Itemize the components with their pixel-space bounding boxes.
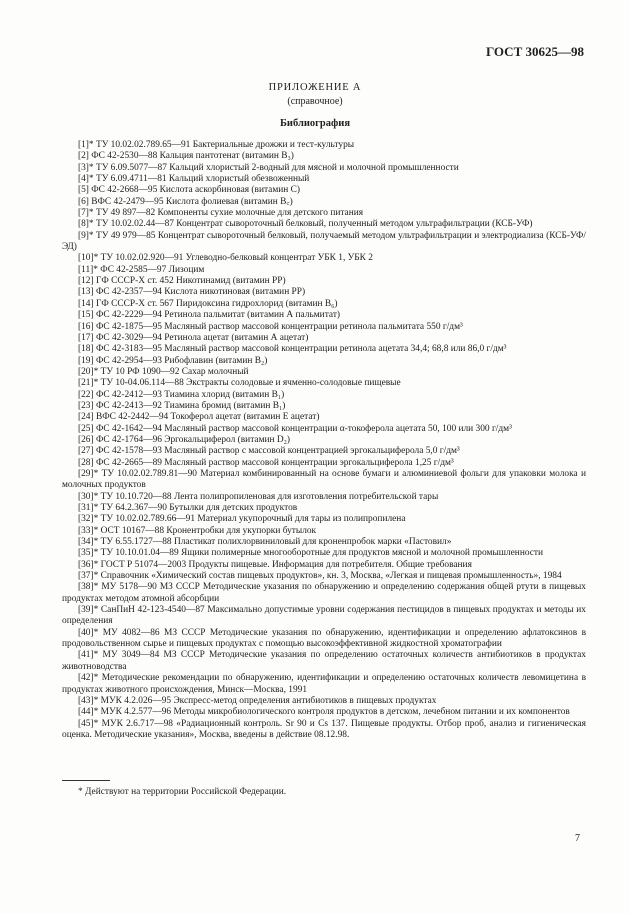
bibliography-entry: [10]* ТУ 10.02.02.920—91 Углеводно-белковый концентрат УБК 1, УБК 2 [78,253,373,264]
bibliography-entry: [45]* МУК 2.6.717—98 «Радиационный контроль. Sr 90 и Cs 137. Пищевые продукты. Отбор проб, анализ и гигиеническая оценка. Методические указания», Москва, введены в действие 08.12.98. [62,718,586,740]
bibliography-entry: [11]* ФС 42-2585—97 Лизоцим [78,264,205,275]
bibliography-entry: [35]* ТУ 10.10.01.04—89 Ящики полимерные многооборотные для продуктов мясной и молочной промышленности [78,548,544,559]
bibliography-entry: [14] ГФ СССР-Х ст. 567 Пиридоксина гидрохлорид (витамин B₆) [78,298,338,309]
bibliography-entry: [23] ФС 42-2413—92 Тиамина бромид (витамин B₁) [78,400,286,411]
bibliography-entry: [9]* ТУ 49 979—85 Концентрат сывороточный белковый, получаемый методом ультрафильтрации и электродиализа (КСБ-УФ/ЭД) [62,230,586,253]
bibliography-entry: [3]* ТУ 6.09.5077—87 Кальций хлористый 2-водный для мясной и молочной промышленности [78,162,459,173]
bibliography-entry: [12] ГФ СССР-Х ст. 452 Никотинамид (витамин PP) [78,276,286,287]
bibliography-entry: [13] ФС 42-2357—94 Кислота никотиновая (витамин PP) [78,287,306,298]
bibliography-entry: [37]* Справочник «Химический состав пищевых продуктов», кн. 3, Москва, «Легкая и пищевая промышленность», 1984 [78,571,562,582]
bibliography-entry: [2] ФС 42-2530—88 Кальция пантотенат (витамин B₃) [78,151,294,162]
appendix-subtitle: (справочное) [287,96,343,107]
bibliography-entry: [16] ФС 42-1875—95 Масляный раствор массовой концентрации ретинола пальмитата 550 г/дм³ [78,321,463,332]
bibliography-list [62,140,586,741]
bibliography-entry: [24] ВФС 42-2442—94 Токоферол ацетат (витамин Е ацетат) [78,412,320,423]
bibliography-entry: [32]* ТУ 10.02.02.789.66—91 Материал укупорочный для тары из полипропилена [78,514,406,525]
document-standard-number: ГОСТ 30625—98 [485,44,584,59]
bibliography-entry: [7]* ТУ 49 897—82 Компоненты сухие молочные для детского питания [78,208,364,219]
bibliography-entry: [8]* ТУ 10.02.02.44—87 Концентрат сывороточный белковый, полученный методом ультрафильтрации (КСБ-УФ) [78,219,533,230]
bibliography-entry: [36]* ГОСТ Р 51074—2003 Продукты пищевые. Информация для потребителя. Общие требования [78,559,472,570]
appendix-title: ПРИЛОЖЕНИЕ А [268,82,362,93]
bibliography-entry: [44]* МУК 4.2.577—96 Методы микробиологического контроля продуктов в детском, лечебном питании и их компонентов [78,707,570,718]
bibliography-entry: [18] ФС 42-3183—95 Масляный раствор массовой концентрации ретинола ацетата 34,4; 68,8 или 86,0 г/дм³ [78,344,507,355]
bibliography-entry: [20]* ТУ 10 РФ 1090—92 Сахар молочный [78,366,249,377]
bibliography-entry: [22] ФС 42-2412—93 Тиамина хлорид (витамин B₁) [78,389,285,400]
bibliography-entry: [17] ФС 42-3029—94 Ретинола ацетат (витамин А ацетат) [78,332,309,343]
bibliography-entry: [41]* МУ 3049—84 МЗ СССР Методические указания по определению остаточных количеств антибиотиков в продуктах животноводства [62,650,586,672]
page-number: 7 [575,833,580,844]
bibliography-entry: [5] ФС 42-2668—95 Кислота аскорбиновая (витамин С) [78,185,301,196]
bibliography-entry: [38]* МУ 5178—90 МЗ СССР Методические указания по обнаружению и определению содержания общей ртути в пищевых продуктах методом атомной абсорбции [62,582,586,604]
footnote-divider [62,780,110,781]
bibliography-entry: [4]* ТУ 6.09.4711—81 Кальций хлористый обезвоженный [78,174,310,185]
bibliography-entry: [31]* ТУ 64.2.367—90 Бутылки для детских продуктов [78,503,298,513]
bibliography-entry: [21]* ТУ 10-04.06.114—88 Экстракты солодовые и ячменно-солодовые пищевые [78,378,401,389]
bibliography-entry: [15] ФС 42-2229—94 Ретинола пальмитат (витамин А пальмитат) [78,310,341,321]
bibliography-entry: [30]* ТУ 10.10.720—88 Лента полипропиленовая для изготовления потребительской тары [78,491,439,502]
bibliography-entry: [39]* СанПиН 42-123-4540—87 Максимально допустимые уровни содержания пестицидов в пищевых продуктах и методы их определения [62,605,586,627]
bibliography-entry: [6] ВФС 42-2479—95 Кислота фолиевая (витамин B꜀) [78,196,293,207]
bibliography-entry: [33]* ОСТ 10167—88 Кронентробки для укупорки бутылок [78,525,317,536]
bibliography-entry: [34]* ТУ 6.55.1727—88 Пластикат полихлорвиниловый для кроненпробок марки «Пастовил» [78,537,452,548]
bibliography-entry: [40]* МУ 4082—86 МЗ СССР Методические указания по обнаружению, идентификации и определению афлатоксинов в продовольственном сырье и пищевых продуктах с помощью высокоэффективной жидкостной хроматографии [62,627,586,650]
bibliography-entry: [26] ФС 42-1764—96 Эргокальциферол (витамин D₂) [78,434,291,445]
bibliography-entry: [1]* ТУ 10.02.02.789.65—91 Бактериальные дрожжи и тест-культуры [78,140,355,150]
bibliography-entry: [27] ФС 42-1578—93 Масляный раствор с массовой концентрацией эргокальциферола 5,0 г/дм³ [78,446,460,457]
bibliography-entry: [25] ФС 42-1642—94 Масляный раствор массовой концентрации α-токоферола ацетата 50, 100 или 300 г/дм³ [78,423,512,434]
bibliography-entry: [29]* ТУ 10.02.02.789.81—90 Материал комбинированный на основе бумаги и алюминиевой фольги для упаковки молока и молочных продуктов [62,468,586,491]
bibliography-entry: [19] ФС 42-2954—93 Рибофлавин (витамин B₂) [78,355,268,366]
bibliography-entry: [42]* Методические рекомендации по обнаружению, идентификации и определению остаточных количеств левомицетина в продуктах животного происхождения, Минск—Москва, 1991 [62,673,586,695]
bibliography-entry: [28] ФС 42-2665—89 Масляный раствор массовой концентрации эргокальциферола 1,25 г/дм³ [78,457,454,468]
section-title: Библиография [279,118,351,129]
footnote: * Действуют на территории Российской Федерации. [78,787,287,797]
bibliography-entry: [43]* МУК 4.2.026—95 Экспресс-метод определения антибиотиков в пищевых продуктах [78,695,437,706]
